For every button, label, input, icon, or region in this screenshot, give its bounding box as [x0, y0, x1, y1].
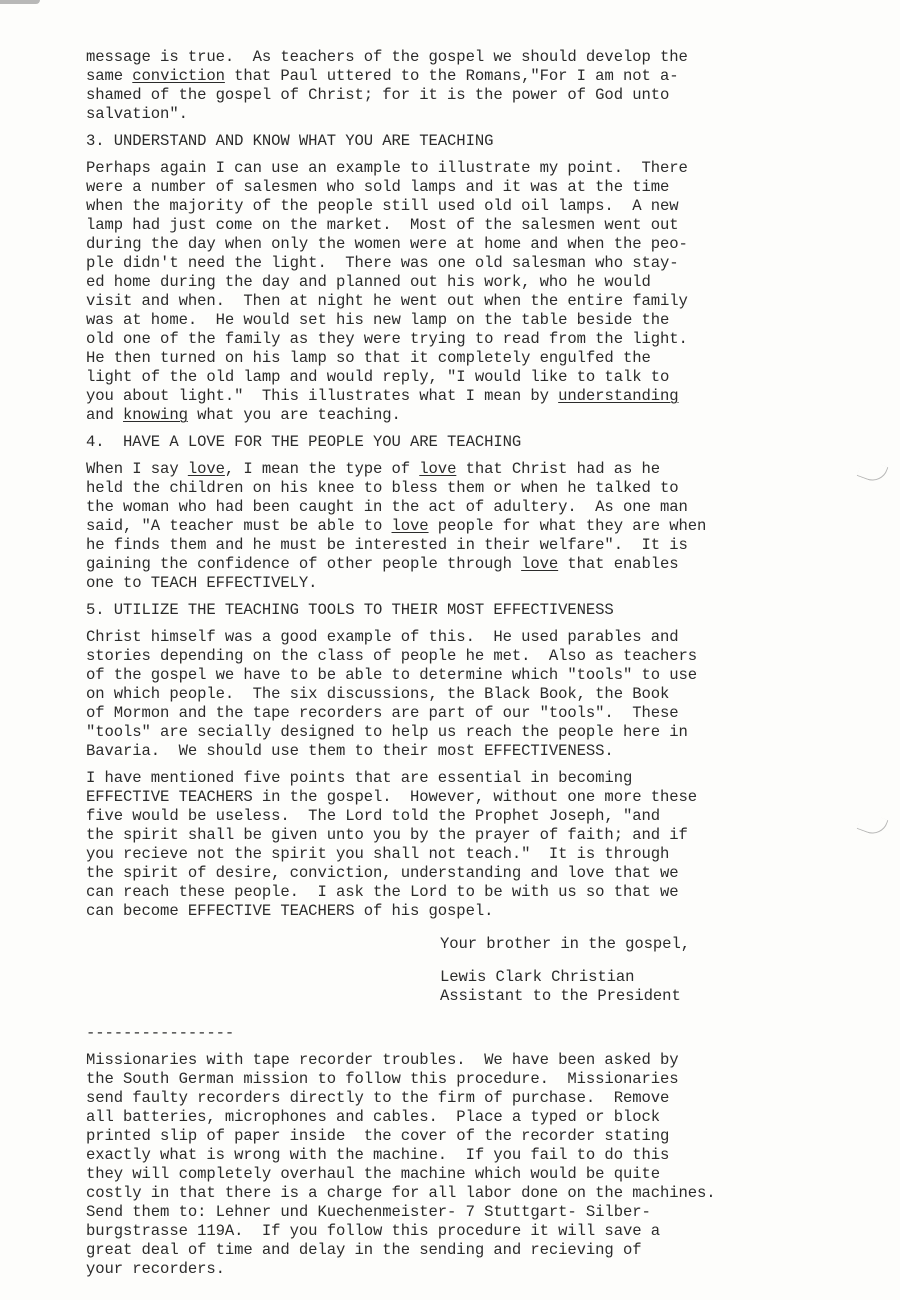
underlined-word: understanding [558, 387, 679, 405]
text-line: shamed of the gospel of Christ; for it is the power of God unto [86, 86, 670, 104]
page-corner-mark [0, 0, 40, 4]
conclusion-paragraph [86, 769, 876, 921]
section-5-paragraph [86, 628, 876, 761]
text-line: When I say love, I mean the type of love that Christ had as he [86, 460, 660, 478]
section-3-paragraph [86, 159, 876, 425]
text-line: visit and when. Then at night he went out when the entire family [86, 292, 688, 310]
text-line: EFFECTIVE TEACHERS in the gospel. However, without one more these [86, 788, 698, 806]
text-line: old one of the family as they were trying to read from the light. [86, 330, 688, 348]
section-5-heading: 5. UTILIZE THE TEACHING TOOLS TO THEIR MOST EFFECTIVENESS [86, 601, 614, 619]
text-line: your recorders. [86, 1260, 225, 1278]
text-line: were a number of salesmen who sold lamps and it was at the time [86, 178, 670, 196]
section-4-paragraph [86, 460, 876, 593]
text-line: five would be useless. The Lord told the Prophet Joseph, "and [86, 807, 660, 825]
letter-body [86, 48, 876, 1287]
signer-title: Assistant to the President [440, 987, 681, 1005]
text-line: of Mormon and the tape recorders are part of our "tools". These [86, 704, 679, 722]
text-line: was at home. He would set his new lamp on the table beside the [86, 311, 670, 329]
text-line: the South German mission to follow this procedure. Missionaries [86, 1070, 679, 1088]
text-line: gaining the confidence of other people through love that enables [86, 555, 679, 573]
text-line: He then turned on his lamp so that it completely engulfed the [86, 349, 651, 367]
text-line: salvation". [86, 105, 188, 123]
text-line: send faulty recorders directly to the firm of purchase. Remove [86, 1089, 670, 1107]
closing-salutation: Your brother in the gospel, [440, 935, 690, 953]
text-line: they will completely overhaul the machine which would be quite [86, 1165, 660, 1183]
section-3-heading: 3. UNDERSTAND AND KNOW WHAT YOU ARE TEACHING [86, 132, 494, 150]
text-line: held the children on his knee to bless them or when he talked to [86, 479, 679, 497]
text-line: of the gospel we have to be able to determine which "tools" to use [86, 666, 698, 684]
text-line: same conviction that Paul uttered to the Romans,"For I am not a- [86, 67, 679, 85]
text-line: you recieve not the spirit you shall not teach." It is through [86, 845, 670, 863]
text-line: ed home during the day and planned out his work, who he would [86, 273, 651, 291]
text-line: I have mentioned five points that are essential in becoming [86, 769, 633, 787]
section-4-heading: 4. HAVE A LOVE FOR THE PEOPLE YOU ARE TEACHING [86, 433, 522, 451]
text-line: light of the old lamp and would reply, "I would like to talk to [86, 368, 670, 386]
signature-block [440, 935, 876, 1006]
text-line: Christ himself was a good example of this. He used parables and [86, 628, 679, 646]
text-line: ple didn't need the light. There was one old salesman who stay- [86, 254, 679, 272]
text-line: Bavaria. We should use them to their most EFFECTIVENESS. [86, 742, 614, 760]
text-line: and knowing what you are teaching. [86, 406, 401, 424]
text-line: can become EFFECTIVE TEACHERS of his gospel. [86, 902, 494, 920]
text-line: great deal of time and delay in the sending and recieving of [86, 1241, 642, 1259]
signer-name: Lewis Clark Christian [440, 968, 635, 986]
text-line: Missionaries with tape recorder troubles. We have been asked by [86, 1051, 679, 1069]
underlined-word: conviction [132, 67, 225, 85]
text-line: stories depending on the class of people he met. Also as teachers [86, 647, 698, 665]
text-line: said, "A teacher must be able to love people for what they are when [86, 517, 707, 535]
tape-recorder-notice [86, 1051, 876, 1279]
text-line: printed slip of paper inside the cover of the recorder stating [86, 1127, 670, 1145]
underlined-word: knowing [123, 406, 188, 424]
text-line: he finds them and he must be interested in their welfare". It is [86, 536, 688, 554]
text-line: one to TEACH EFFECTIVELY. [86, 574, 318, 592]
text-line: all batteries, microphones and cables. Place a typed or block [86, 1108, 660, 1126]
underlined-word: love [521, 555, 559, 573]
text-line: you about light." This illustrates what I mean by understanding [86, 387, 679, 405]
text-line: message is true. As teachers of the gospel we should develop the [86, 48, 688, 66]
text-line: the spirit shall be given unto you by the prayer of faith; and if [86, 826, 688, 844]
text-line: the spirit of desire, conviction, understanding and love that we [86, 864, 679, 882]
text-line: "tools" are secially designed to help us reach the people here in [86, 723, 688, 741]
text-line: Send them to: Lehner und Kuechenmeister- 7 Stuttgart- Silber- [86, 1203, 651, 1221]
underlined-word: love [419, 460, 457, 478]
text-line: when the majority of the people still used old oil lamps. A new [86, 197, 679, 215]
underlined-word: love [391, 517, 429, 535]
text-line: burgstrasse 119A. If you follow this procedure it will save a [86, 1222, 660, 1240]
text-line: exactly what is wrong with the machine. If you fail to do this [86, 1146, 670, 1164]
text-line: on which people. The six discussions, the Black Book, the Book [86, 685, 670, 703]
text-line: the woman who had been caught in the act of adultery. As one man [86, 498, 688, 516]
text-line: can reach these people. I ask the Lord to be with us so that we [86, 883, 679, 901]
text-line: lamp had just come on the market. Most of the salesmen went out [86, 216, 679, 234]
text-line: during the day when only the women were at home and when the peo- [86, 235, 688, 253]
underlined-word: love [187, 460, 225, 478]
text-line: Perhaps again I can use an example to illustrate my point. There [86, 159, 688, 177]
intro-paragraph [86, 48, 876, 124]
text-line: costly in that there is a charge for all labor done on the machines. [86, 1184, 716, 1202]
separator-line: ---------------- [86, 1024, 235, 1042]
